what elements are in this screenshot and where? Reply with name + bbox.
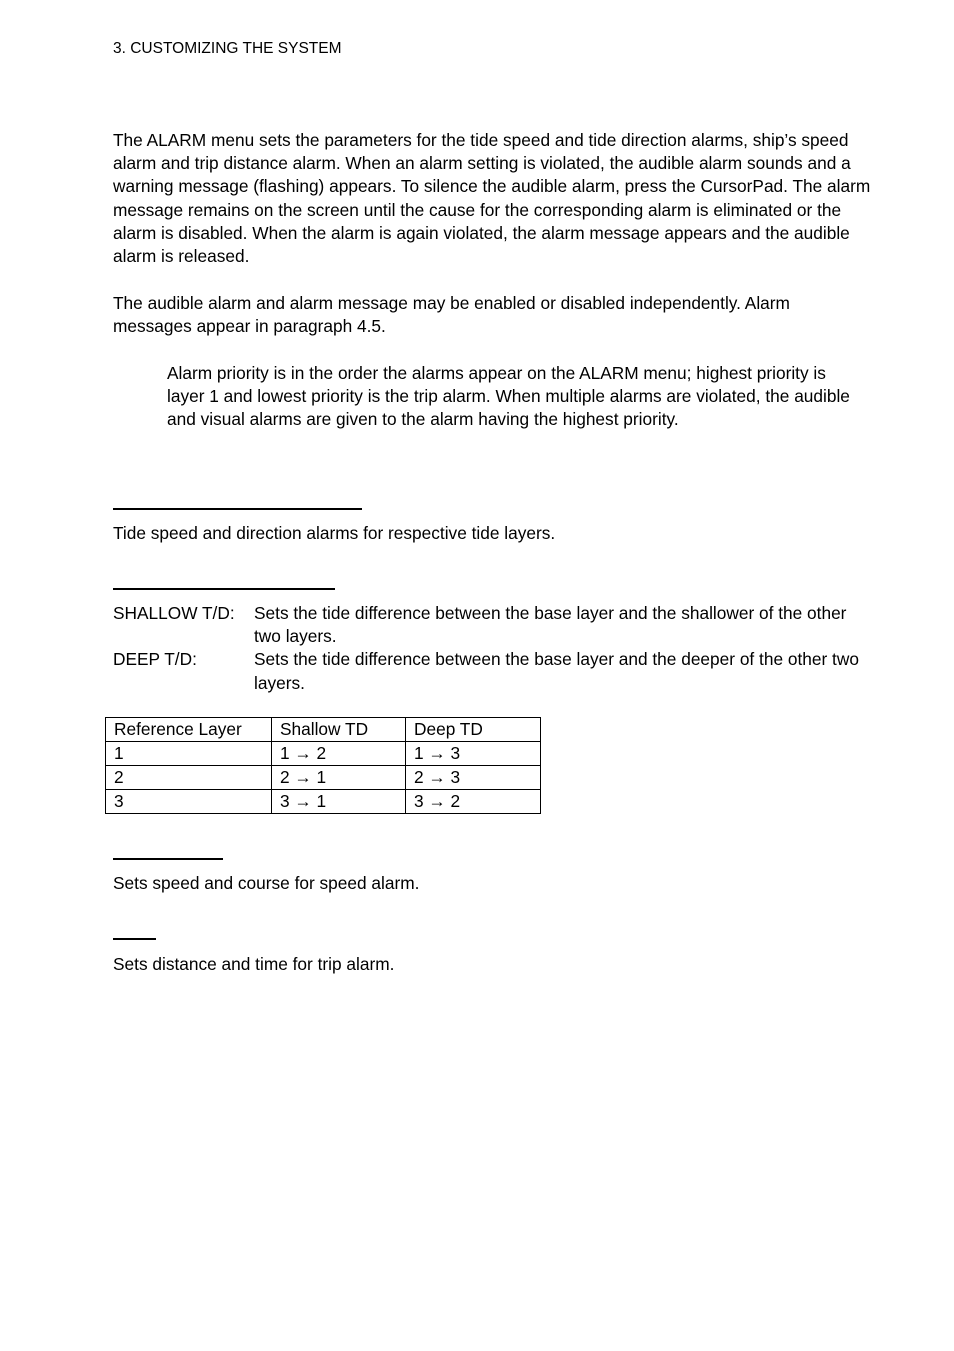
running-head: 3. CUSTOMIZING THE SYSTEM <box>113 40 342 57</box>
speed-alarm-heading-rule <box>113 858 223 860</box>
trip-alarm-description: Sets distance and time for trip alarm. <box>113 954 395 974</box>
table-cell: 1 <box>106 742 272 766</box>
table-row <box>106 766 541 790</box>
intro-paragraph-1: The ALARM menu sets the parameters for the tide speed and tide direction alarms, ship’s speed alarm and trip distance alarm. When an alarm setting is violated, the audible alarm sounds and a warning message (flashing) appears. To silence the audible alarm, press the CursorPad. The alarm message remains on the screen until the cause for the corresponding alarm is eliminated or the alarm is disabled. When the alarm is again violated, the alarm message appears and the audible alarm is released. <box>113 130 871 267</box>
table-row <box>106 790 541 814</box>
table-header-cell: Reference Layer <box>106 718 272 742</box>
table-header-row <box>106 718 541 742</box>
definition-term: SHALLOW T/D: <box>113 603 235 623</box>
definition-term: DEEP T/D: <box>113 649 197 670</box>
definition-description: Sets the tide difference between the base layer and the shallower of the other two layers. <box>254 603 847 647</box>
table-cell: 3 → 1 <box>272 790 406 814</box>
tide-alarm-heading-rule <box>113 508 362 510</box>
table-header-cell: Shallow TD <box>272 718 406 742</box>
tide-alarm-description: Tide speed and direction alarms for respective tide layers. <box>113 523 556 543</box>
table-cell: 1 → 3 <box>406 742 541 766</box>
table-header-cell: Deep TD <box>406 718 541 742</box>
table-cell: 2 → 1 <box>272 766 406 790</box>
tide-difference-heading-rule <box>113 588 335 590</box>
table-cell: 1 → 2 <box>272 742 406 766</box>
definition-description: Sets the tide difference between the base layer and the deeper of the other two layers. <box>254 649 859 693</box>
tide-difference-definitions <box>113 602 873 695</box>
speed-alarm-description: Sets speed and course for speed alarm. <box>113 873 420 893</box>
table-cell: 3 → 2 <box>406 790 541 814</box>
priority-note: Alarm priority is in the order the alarms appear on the ALARM menu; highest priority is layer 1 and lowest priority is the trip alarm. When multiple alarms are violated, the audible and visual alarms are given to the alarm having the highest priority. <box>167 363 850 430</box>
trip-alarm-heading-rule <box>113 938 156 940</box>
table-cell: 2 → 3 <box>406 766 541 790</box>
table-cell: 3 <box>106 790 272 814</box>
tide-difference-table <box>105 717 541 814</box>
definition-shallow-td <box>113 602 873 648</box>
table-cell: 2 <box>106 766 272 790</box>
definition-deep-td <box>113 648 873 694</box>
intro-paragraph-2: The audible alarm and alarm message may be enabled or disabled independently. Alarm messages appear in paragraph 4.5. <box>113 293 790 337</box>
table-row <box>106 742 541 766</box>
